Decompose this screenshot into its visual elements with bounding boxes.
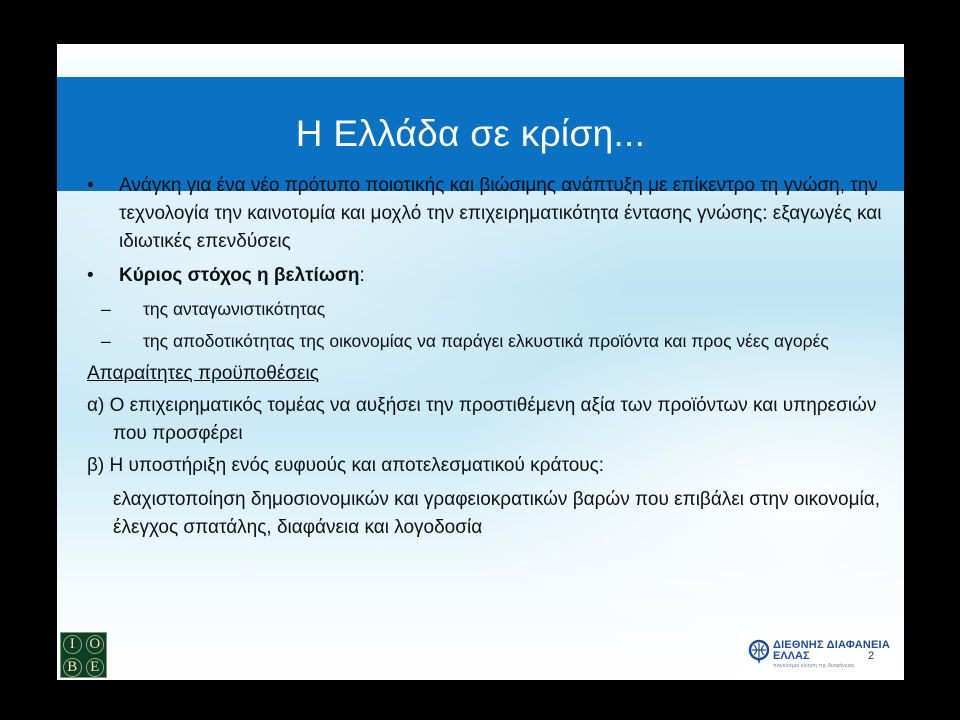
- iobe-logo-letter: Ι: [63, 635, 82, 654]
- page-number: 2: [868, 650, 875, 662]
- bullet-icon: •: [87, 175, 94, 196]
- iobe-logo-letter: Ε: [86, 658, 105, 677]
- bullet-item: [87, 262, 887, 290]
- transparency-international-logo: [740, 633, 900, 673]
- sub-bullet-text: της ανταγωνιστικότητας: [143, 299, 326, 319]
- logo-tagline: παγκόσμια κίνηση της διαφάνειας: [773, 663, 855, 669]
- slide-content: [87, 172, 887, 542]
- sub-bullet-item: [87, 328, 887, 355]
- iobe-logo-letter: Β: [63, 658, 82, 677]
- slide-title: Η Ελλάδα σε κρίση...: [295, 113, 646, 154]
- bullet-icon: •: [87, 265, 94, 286]
- prerequisites-heading: Απαραίτητες προϋποθέσεις: [87, 363, 319, 384]
- item-b: β) Η υποστήριξη ενός ευφυούς και αποτελεσματικού κράτους:: [87, 455, 605, 476]
- bullet-text: Ανάγκη για ένα νέο πρότυπο ποιοτικής και βιώσιμης ανάπτυξη με επίκεντρο τη γνώση, την τεχνολογία την καινοτομία και μοχλό την επιχειρηματικότητα έντασης γνώσης: εξαγωγές και ιδιωτικές επενδύσεις: [119, 175, 882, 252]
- dash-icon: –: [101, 299, 111, 319]
- iobe-logo-letter: Ο: [86, 635, 105, 654]
- bullet-text-bold: Κύριος στόχος η βελτίωση: [119, 265, 360, 286]
- item-b-detail: ελαχιστοποίηση δημοσιονομικών και γραφειοκρατικών βαρών που επιβάλει στην οικονομία, έλεγχος σπατάλης, διαφάνεια και λογοδοσία: [113, 489, 880, 538]
- dash-icon: –: [101, 331, 111, 351]
- bullet-item: [87, 172, 887, 256]
- slide: [57, 44, 904, 680]
- iobe-logo: [60, 632, 107, 678]
- logo-text-line1: ΔΙΕΘΝΗΣ ΔΙΑΦΑΝΕΙΑ: [773, 639, 890, 651]
- sub-bullet-item: [87, 296, 887, 323]
- bullet-colon: :: [359, 265, 365, 286]
- logo-text-line2: ΕΛΛΑΣ: [773, 650, 810, 662]
- item-a: α) Ο επιχειρηματικός τομέας να αυξήσει την προστιθέμενη αξία των προϊόντων και υπηρεσιών που προσφέρει: [87, 395, 877, 444]
- sub-bullet-text: της αποδοτικότητας της οικονομίας να παράγει ελκυστικά προϊόντα και προς νέες αγορές: [143, 331, 829, 351]
- globe-icon: [748, 639, 770, 665]
